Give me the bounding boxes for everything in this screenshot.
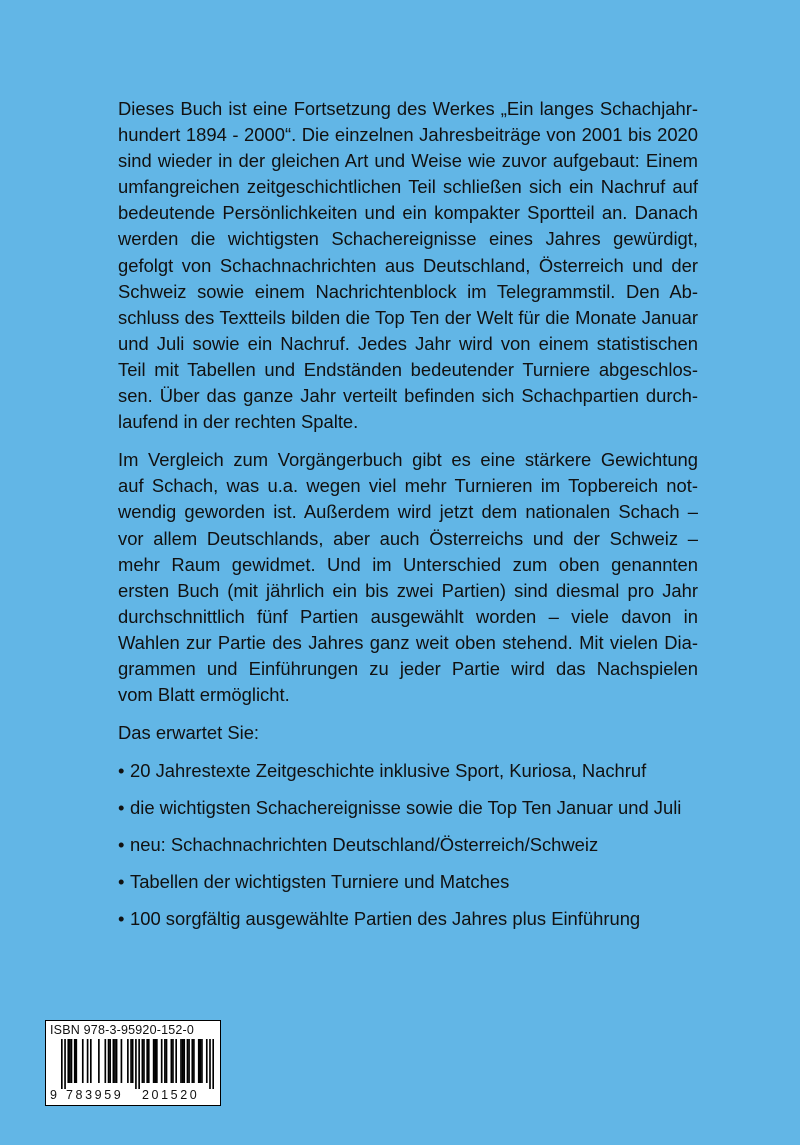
barcode-bar (67, 1039, 69, 1083)
list-item-text: 20 Jahrestexte Zeitgeschichte inklusive Sport, Kuriosa, Nachruf (130, 760, 647, 782)
barcode-bar (200, 1039, 202, 1083)
bullet-icon: • (118, 797, 125, 819)
barcode-bar (154, 1039, 156, 1083)
barcode-bar (191, 1039, 193, 1083)
text-line: und Juli sowie ein Nachruf. Jedes Jahr wird von einem statistischen (118, 332, 698, 354)
list-item (118, 832, 698, 858)
text-line: wendig geworden ist. Außerdem wird jetzt dem nationalen Schach – (118, 501, 698, 523)
barcode-bar (74, 1039, 76, 1083)
text-line: ersten Buch (mit jährlich ein bis zwei Partien) sind diesmal pro Jahr (118, 579, 698, 601)
barcode-bar (198, 1039, 200, 1083)
list-item-text: 100 sorgfältig ausgewählte Partien des Jahres plus Einführung (130, 908, 641, 930)
list-item (118, 795, 698, 821)
text-line: Dieses Buch ist eine Fortsetzung des Werkes „Ein langes Schachjahr- (118, 98, 698, 119)
barcode-bar (209, 1039, 211, 1089)
intro-heading: Das erwartet Sie: (118, 722, 260, 744)
barcode-bar (164, 1039, 166, 1083)
feature-list (118, 758, 698, 932)
text-line: laufend in der rechten Spalte. (118, 411, 359, 433)
bullet-icon: • (118, 871, 125, 893)
text-line: sind wieder in der gleichen Art und Weise wie zuvor aufgebaut: Einem (118, 150, 698, 172)
barcode-bar (69, 1039, 71, 1083)
barcode-bar (75, 1039, 77, 1083)
barcode-bar (183, 1039, 185, 1083)
text-line: vor allem Deutschlands, aber auch Österreichs und der Schweiz – (118, 527, 698, 549)
barcode-bar (138, 1039, 140, 1089)
barcode-bar (116, 1039, 118, 1083)
list-item-text: Tabellen der wichtigsten Turniere und Matches (130, 871, 510, 893)
barcode-bar (193, 1039, 195, 1083)
barcode-bar (61, 1039, 63, 1089)
text-line: Teil mit Tabellen und Endständen bedeutender Turniere abgeschlos- (118, 358, 698, 380)
text-line: auf Schach, was u.a. wegen viel mehr Turnieren im Topbereich not- (118, 475, 698, 497)
barcode-bar (156, 1039, 158, 1083)
list-item-text: die wichtigsten Schachereignisse sowie die Top Ten Januar und Juli (130, 797, 682, 819)
barcode-bar (212, 1039, 214, 1089)
list-item-text: neu: Schachnachrichten Deutschland/Österreich/Schweiz (130, 834, 599, 856)
barcode-bar (64, 1039, 66, 1089)
list-item (118, 758, 698, 784)
text-line: umfangreichen zeitgeschichtlichen Teil schließen sich ein Nachruf auf (118, 176, 698, 198)
barcode-bar (146, 1039, 148, 1083)
text-line: werden die wichtigsten Schachereignisse eines Jahres gewürdigt, (118, 228, 698, 250)
ean-digits-right: 201520 (142, 1088, 200, 1102)
barcode-bar (166, 1039, 168, 1083)
barcode-bar (148, 1039, 150, 1083)
barcode-bar (153, 1039, 155, 1083)
barcode-bar (172, 1039, 174, 1083)
barcode-bar (130, 1039, 132, 1083)
barcode-bar (104, 1039, 106, 1083)
barcode-bar (90, 1039, 92, 1083)
barcode-bars (52, 1039, 214, 1089)
bullet-icon: • (118, 834, 125, 856)
barcode-bar (175, 1039, 177, 1083)
barcode-bar (127, 1039, 129, 1083)
text-line: hundert 1894 - 2000“. Die einzelnen Jahresbeiträge von 2001 bis 2020 (118, 124, 698, 146)
text-line: durchschnittlich fünf Partien ausgewählt worden – viele davon in (118, 605, 698, 627)
text-line: mehr Raum gewidmet. Und im Unterschied zum oben genannten (118, 553, 698, 575)
isbn-barcode (45, 1020, 221, 1106)
barcode-bar (135, 1039, 137, 1089)
barcode-bar (113, 1039, 115, 1083)
barcode-bar (71, 1039, 73, 1083)
list-item (118, 906, 698, 932)
text-line: Wahlen zur Partie des Jahres ganz weit oben stehend. Mit vielen Dia- (118, 631, 698, 653)
barcode-bar (171, 1039, 173, 1083)
barcode-bar (187, 1039, 189, 1083)
text-line: Im Vergleich zum Vorgängerbuch gibt es eine stärkere Gewichtung (118, 449, 698, 471)
barcode-bar (109, 1039, 111, 1083)
barcode-bar (142, 1039, 144, 1083)
barcode-bar (121, 1039, 123, 1083)
ean-digits-left: 783959 (66, 1088, 124, 1102)
bullet-icon: • (118, 908, 125, 930)
isbn-label: ISBN 978-3-95920-152-0 (50, 1023, 195, 1037)
barcode-bar (206, 1039, 208, 1083)
barcode-bar (188, 1039, 190, 1083)
barcode-bar (82, 1039, 84, 1083)
paragraph-2 (118, 447, 698, 708)
barcode-bar (98, 1039, 100, 1083)
barcode-bar (182, 1039, 184, 1083)
ean-digit-first: 9 (50, 1088, 57, 1102)
barcode-bar (201, 1039, 203, 1083)
text-line: bedeutende Persönlichkeiten und ein kompakter Sportteil an. Danach (118, 202, 698, 224)
barcode-bar (180, 1039, 182, 1083)
text-line: grammen und Einführungen zu jeder Partie wird das Nachspielen (118, 657, 698, 679)
back-cover-text (118, 96, 698, 943)
text-line: Schweiz sowie einem Nachrichtenblock im Telegrammstil. Den Ab- (118, 280, 698, 302)
barcode-bar (114, 1039, 116, 1083)
barcode-bar (132, 1039, 134, 1083)
barcode-bar (161, 1039, 163, 1083)
text-line: gefolgt von Schachnachrichten aus Deutschland, Österreich und der (118, 254, 698, 276)
barcode-bar (108, 1039, 110, 1083)
barcode-bar (143, 1039, 145, 1083)
text-line: schluss des Textteils bilden die Top Ten der Welt für die Monate Januar (118, 306, 698, 328)
text-line: sen. Über das ganze Jahr verteilt befinden sich Schachpartien durch- (118, 385, 698, 407)
bullet-icon: • (118, 760, 125, 782)
list-item (118, 869, 698, 895)
barcode-bar (87, 1039, 89, 1083)
text-line: vom Blatt ermöglicht. (118, 684, 290, 706)
paragraph-1 (118, 96, 698, 435)
